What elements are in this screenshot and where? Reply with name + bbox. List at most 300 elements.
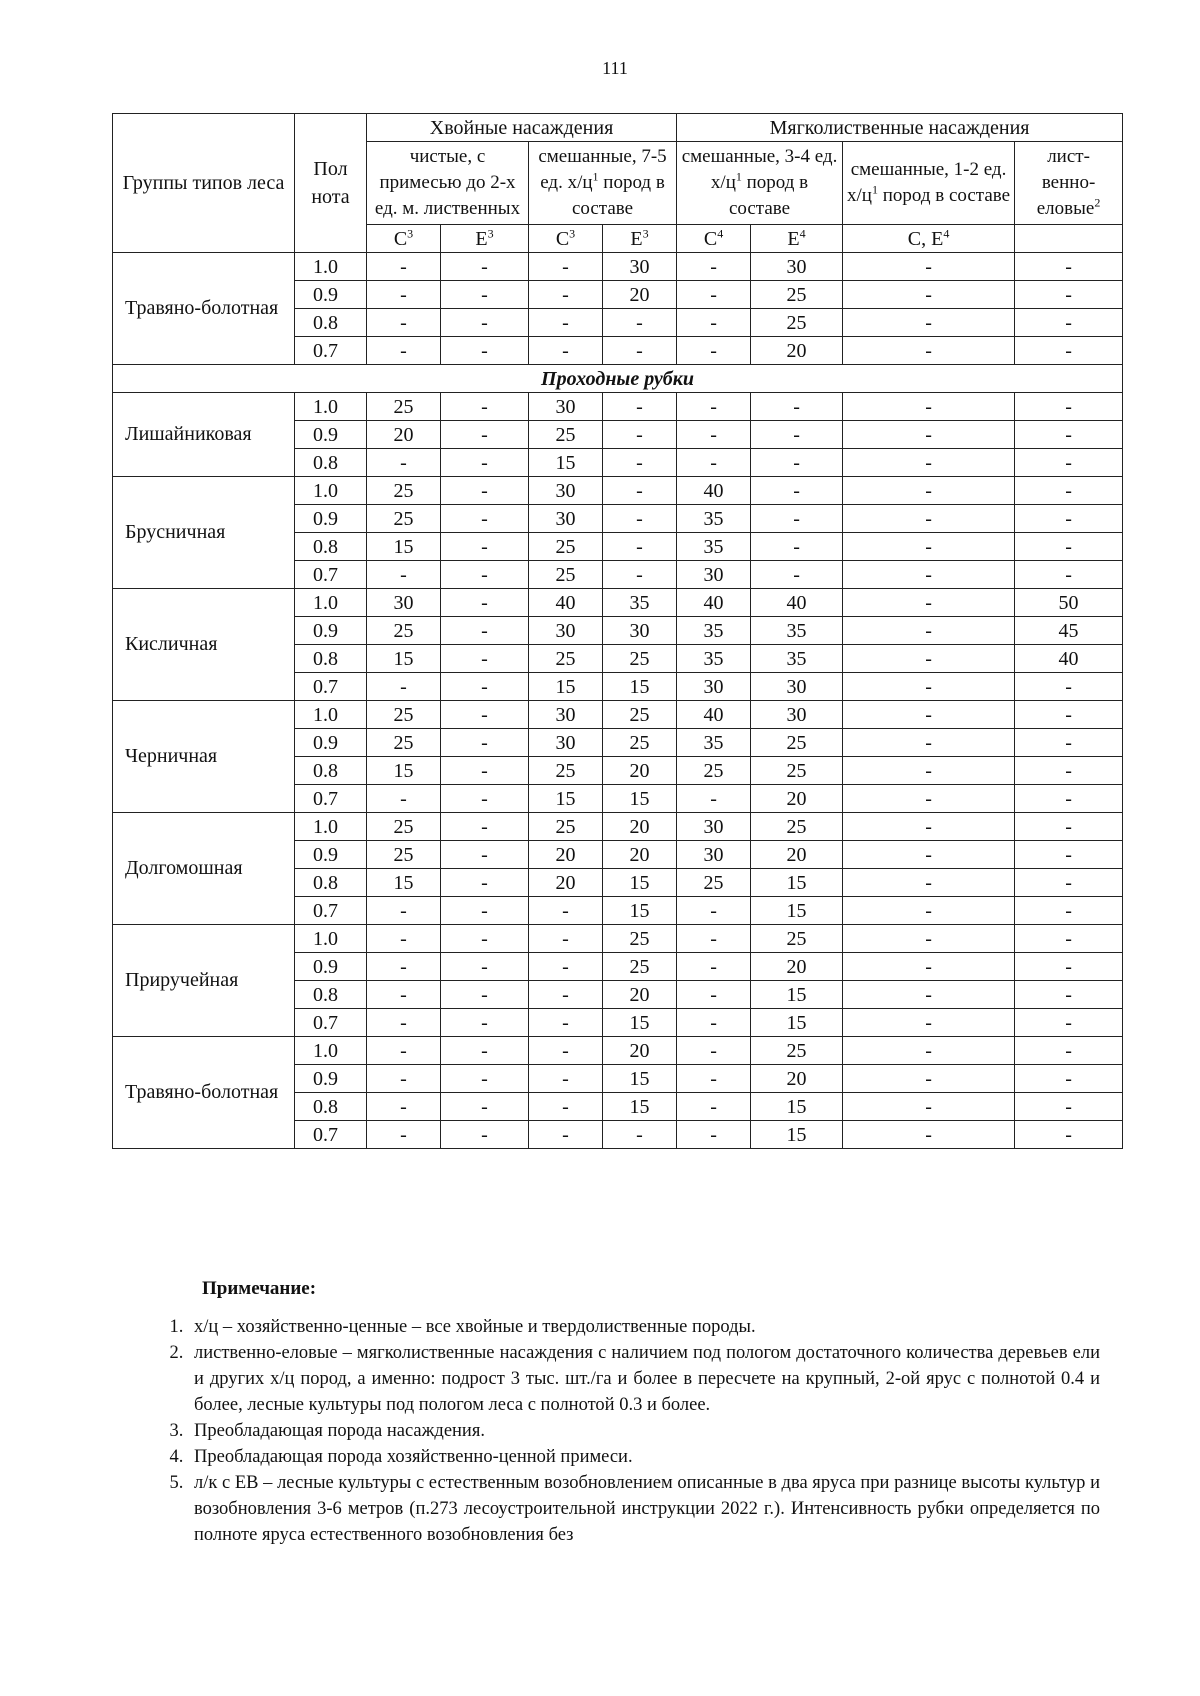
value-cell: - [1015, 813, 1123, 841]
value-cell: 25 [751, 757, 843, 785]
value-cell: - [1015, 1121, 1123, 1149]
value-cell: - [843, 981, 1015, 1009]
value-cell: - [441, 281, 529, 309]
value-cell: - [441, 701, 529, 729]
value-cell: 15 [751, 897, 843, 925]
value-cell: - [751, 477, 843, 505]
value-cell: - [843, 729, 1015, 757]
value-cell: - [367, 925, 441, 953]
value-cell: - [677, 393, 751, 421]
value-cell: - [677, 785, 751, 813]
value-cell: - [441, 673, 529, 701]
forest-group-cell: Приручейная [113, 925, 295, 1037]
value-cell: - [441, 841, 529, 869]
value-cell: - [1015, 393, 1123, 421]
value-cell: 25 [367, 505, 441, 533]
value-cell: 20 [751, 953, 843, 981]
value-cell: - [677, 449, 751, 477]
value-cell: 30 [529, 393, 603, 421]
value-cell: - [677, 1037, 751, 1065]
value-cell: - [441, 1009, 529, 1037]
value-cell: - [367, 1065, 441, 1093]
value-cell: - [367, 561, 441, 589]
value-cell: - [843, 505, 1015, 533]
value-cell: - [677, 953, 751, 981]
value-cell: 25 [751, 281, 843, 309]
value-cell: 15 [529, 673, 603, 701]
value-cell: - [367, 1037, 441, 1065]
value-cell: - [367, 1009, 441, 1037]
value-cell: - [529, 1121, 603, 1149]
polnota-cell: 0.9 [295, 421, 367, 449]
value-cell: 20 [603, 757, 677, 785]
forest-group-cell: Черничная [113, 701, 295, 813]
value-cell: - [751, 561, 843, 589]
table-row [113, 477, 1123, 505]
forest-group-cell: Брусничная [113, 477, 295, 589]
value-cell: - [603, 561, 677, 589]
value-cell: 15 [529, 785, 603, 813]
value-cell: 45 [1015, 617, 1123, 645]
polnota-cell: 0.7 [295, 561, 367, 589]
value-cell: - [367, 253, 441, 281]
value-cell: - [843, 589, 1015, 617]
value-cell: - [843, 841, 1015, 869]
value-cell: - [441, 393, 529, 421]
value-cell: 15 [603, 1065, 677, 1093]
value-cell: - [441, 449, 529, 477]
value-cell: - [1015, 981, 1123, 1009]
value-cell: 15 [603, 869, 677, 897]
value-cell: 25 [603, 701, 677, 729]
value-cell: - [843, 617, 1015, 645]
notes [150, 1278, 1100, 1548]
value-cell: - [441, 421, 529, 449]
value-cell: - [529, 897, 603, 925]
value-cell: 25 [751, 925, 843, 953]
notes-title: Примечание: [202, 1278, 317, 1299]
species-header: $С^4$ [677, 225, 751, 253]
polnota-cell: 0.8 [295, 449, 367, 477]
value-cell: - [1015, 729, 1123, 757]
value-cell: 20 [529, 841, 603, 869]
value-cell: - [441, 1093, 529, 1121]
value-cell: 30 [529, 729, 603, 757]
polnota-cell: 1.0 [295, 925, 367, 953]
value-cell: - [843, 925, 1015, 953]
notes-list [150, 1314, 1100, 1548]
polnota-cell: 0.8 [295, 645, 367, 673]
polnota-cell: 0.8 [295, 1093, 367, 1121]
note-item: 5. л/к с ЕВ – лесные культуры с естественным возобновлением описанные в два яруса при разнице высоты культур и возобновления 3-6 метров (п.273 лесоустроительной инструкции 2022 г.). Интенсивность рубки определяется по полноте яруса естественного возобновления без [188, 1470, 1100, 1548]
value-cell: - [441, 785, 529, 813]
polnota-cell: 0.7 [295, 337, 367, 365]
value-cell: - [677, 337, 751, 365]
value-cell: - [441, 1037, 529, 1065]
value-cell: 35 [677, 729, 751, 757]
value-cell: 20 [603, 813, 677, 841]
value-cell: 40 [677, 589, 751, 617]
value-cell: 20 [603, 841, 677, 869]
value-cell: - [529, 1037, 603, 1065]
polnota-cell: 0.8 [295, 757, 367, 785]
note-item: 3. Преобладающая порода насаждения. [188, 1418, 1100, 1444]
value-cell: - [441, 645, 529, 673]
value-cell: 30 [529, 701, 603, 729]
value-cell: 25 [603, 925, 677, 953]
polnota-cell: 0.7 [295, 897, 367, 925]
value-cell: - [603, 1121, 677, 1149]
header-mixed-1-2: смешанные, 1-2 ед. $х/ц^1$ пород в составе [843, 142, 1015, 225]
value-cell: 15 [751, 981, 843, 1009]
polnota-cell: 1.0 [295, 589, 367, 617]
species-header: $С^3$ [367, 225, 441, 253]
forest-group-cell: Долгомошная [113, 813, 295, 925]
value-cell: 25 [751, 309, 843, 337]
value-cell: - [677, 1009, 751, 1037]
value-cell: - [843, 673, 1015, 701]
value-cell: - [677, 309, 751, 337]
polnota-cell: 1.0 [295, 1037, 367, 1065]
value-cell: - [843, 533, 1015, 561]
table-row [113, 925, 1123, 953]
value-cell: - [843, 561, 1015, 589]
species-header: $Е^4$ [751, 225, 843, 253]
value-cell: - [1015, 953, 1123, 981]
note-item: 1. х/ц – хозяйственно-ценные – все хвойные и твердолиственные породы. [188, 1314, 1100, 1340]
value-cell: - [441, 757, 529, 785]
value-cell: - [843, 449, 1015, 477]
polnota-cell: 0.8 [295, 309, 367, 337]
value-cell: 25 [367, 617, 441, 645]
value-cell: - [1015, 561, 1123, 589]
value-cell: - [441, 897, 529, 925]
value-cell: - [677, 897, 751, 925]
species-header: $Е^3$ [603, 225, 677, 253]
value-cell: 15 [367, 869, 441, 897]
value-cell: - [1015, 337, 1123, 365]
value-cell: - [1015, 841, 1123, 869]
value-cell: - [843, 1065, 1015, 1093]
polnota-cell: 0.9 [295, 953, 367, 981]
species-header: $С^3$ [529, 225, 603, 253]
value-cell: - [367, 1121, 441, 1149]
value-cell: 50 [1015, 589, 1123, 617]
polnota-cell: 0.9 [295, 1065, 367, 1093]
value-cell: - [843, 757, 1015, 785]
value-cell: - [1015, 1009, 1123, 1037]
value-cell: 30 [603, 253, 677, 281]
value-cell: - [1015, 1037, 1123, 1065]
value-cell: - [677, 1093, 751, 1121]
value-cell: 25 [603, 729, 677, 757]
value-cell: 15 [603, 897, 677, 925]
value-cell: 25 [529, 645, 603, 673]
value-cell: 30 [677, 841, 751, 869]
value-cell: - [843, 701, 1015, 729]
value-cell: 30 [751, 253, 843, 281]
value-cell: - [751, 533, 843, 561]
table-header [113, 114, 1123, 253]
value-cell: - [1015, 309, 1123, 337]
polnota-cell: 0.9 [295, 505, 367, 533]
value-cell: - [529, 1065, 603, 1093]
value-cell: 25 [751, 813, 843, 841]
polnota-cell: 1.0 [295, 701, 367, 729]
value-cell: - [843, 337, 1015, 365]
value-cell: - [367, 337, 441, 365]
value-cell: - [367, 981, 441, 1009]
value-cell: 30 [677, 813, 751, 841]
value-cell: - [603, 393, 677, 421]
value-cell: 25 [529, 421, 603, 449]
value-cell: - [843, 1121, 1015, 1149]
forest-group-cell: Лишайниковая [113, 393, 295, 477]
polnota-cell: 0.7 [295, 785, 367, 813]
value-cell: - [603, 337, 677, 365]
value-cell: - [843, 869, 1015, 897]
value-cell: - [367, 673, 441, 701]
value-cell: 25 [529, 757, 603, 785]
value-cell: 15 [751, 1093, 843, 1121]
value-cell: 15 [751, 1009, 843, 1037]
table-row [113, 1037, 1123, 1065]
value-cell: - [529, 309, 603, 337]
value-cell: - [441, 1121, 529, 1149]
value-cell: 15 [751, 1121, 843, 1149]
value-cell: 25 [677, 869, 751, 897]
value-cell: - [603, 533, 677, 561]
value-cell: - [1015, 505, 1123, 533]
value-cell: - [843, 953, 1015, 981]
header-listvenno-elovye: лист- венно- еловые$^2$ [1015, 142, 1123, 225]
value-cell: 35 [751, 617, 843, 645]
polnota-cell: 0.7 [295, 1009, 367, 1037]
value-cell: - [529, 981, 603, 1009]
value-cell: 35 [603, 589, 677, 617]
value-cell: 15 [751, 869, 843, 897]
value-cell: 15 [367, 757, 441, 785]
value-cell: 20 [603, 1037, 677, 1065]
polnota-cell: 0.9 [295, 617, 367, 645]
value-cell: - [1015, 533, 1123, 561]
value-cell: 20 [751, 337, 843, 365]
value-cell: - [441, 925, 529, 953]
value-cell: 20 [751, 785, 843, 813]
value-cell: 35 [677, 645, 751, 673]
value-cell: - [843, 897, 1015, 925]
value-cell: - [441, 505, 529, 533]
value-cell: 20 [529, 869, 603, 897]
value-cell: 25 [603, 645, 677, 673]
header-pure: чистые, с примесью до 2-х ед. м. лиственных [367, 142, 529, 225]
value-cell: 15 [603, 785, 677, 813]
value-cell: 25 [367, 477, 441, 505]
value-cell: - [1015, 1093, 1123, 1121]
value-cell: - [1015, 477, 1123, 505]
value-cell: - [367, 897, 441, 925]
value-cell: 25 [367, 841, 441, 869]
table-row [113, 393, 1123, 421]
value-cell: 30 [751, 701, 843, 729]
section-row [113, 365, 1123, 393]
value-cell: 30 [529, 477, 603, 505]
value-cell: 15 [529, 449, 603, 477]
value-cell: - [441, 589, 529, 617]
value-cell: - [1015, 925, 1123, 953]
value-cell: - [843, 281, 1015, 309]
polnota-cell: 0.8 [295, 981, 367, 1009]
value-cell: - [843, 309, 1015, 337]
value-cell: - [441, 1065, 529, 1093]
value-cell: 25 [751, 729, 843, 757]
value-cell: - [1015, 785, 1123, 813]
value-cell: - [529, 337, 603, 365]
value-cell: - [529, 953, 603, 981]
value-cell: 40 [677, 701, 751, 729]
header-forest-groups: Группы типов леса [113, 114, 295, 253]
forest-group-cell: Травяно-болотная [113, 1037, 295, 1149]
value-cell: 30 [529, 617, 603, 645]
polnota-cell: 0.9 [295, 841, 367, 869]
value-cell: 30 [677, 561, 751, 589]
value-cell: - [677, 925, 751, 953]
value-cell: 20 [603, 281, 677, 309]
value-cell: - [603, 477, 677, 505]
value-cell: - [1015, 701, 1123, 729]
polnota-cell: 0.8 [295, 533, 367, 561]
value-cell: 25 [529, 561, 603, 589]
forest-group-cell: Кисличная [113, 589, 295, 701]
value-cell: 25 [529, 813, 603, 841]
value-cell: 40 [529, 589, 603, 617]
value-cell: - [843, 645, 1015, 673]
value-cell: - [843, 785, 1015, 813]
value-cell: 25 [603, 953, 677, 981]
value-cell: 40 [1015, 645, 1123, 673]
value-cell: - [441, 813, 529, 841]
value-cell: - [603, 505, 677, 533]
table-row [113, 253, 1123, 281]
value-cell: 15 [367, 533, 441, 561]
value-cell: - [367, 309, 441, 337]
table-row [113, 589, 1123, 617]
value-cell: - [677, 1121, 751, 1149]
value-cell: 25 [751, 1037, 843, 1065]
header-polnota: Пол нота [295, 114, 367, 253]
value-cell: - [441, 561, 529, 589]
value-cell: 30 [603, 617, 677, 645]
species-header-empty [1015, 225, 1123, 253]
value-cell: - [1015, 281, 1123, 309]
polnota-cell: 0.9 [295, 281, 367, 309]
value-cell: - [529, 1009, 603, 1037]
value-cell: - [843, 393, 1015, 421]
value-cell: - [441, 729, 529, 757]
note-item: 4. Преобладающая порода хозяйственно-ценной примеси. [188, 1444, 1100, 1470]
table-row [113, 813, 1123, 841]
header-mixed-7-5: смешанные, 7-5 ед. $х/ц^1$ пород в составе [529, 142, 677, 225]
value-cell: - [441, 309, 529, 337]
value-cell: - [367, 785, 441, 813]
value-cell: - [367, 281, 441, 309]
section-title: Проходные рубки [113, 365, 1123, 393]
value-cell: - [843, 1009, 1015, 1037]
polnota-cell: 1.0 [295, 253, 367, 281]
forest-group-cell: Травяно-болотная [113, 253, 295, 365]
value-cell: 20 [751, 841, 843, 869]
value-cell: 35 [677, 505, 751, 533]
value-cell: 15 [367, 645, 441, 673]
value-cell: - [441, 337, 529, 365]
value-cell: - [677, 981, 751, 1009]
table-body [113, 253, 1123, 1149]
value-cell: - [367, 953, 441, 981]
value-cell: - [529, 1093, 603, 1121]
value-cell: - [843, 477, 1015, 505]
value-cell: - [751, 449, 843, 477]
value-cell: - [367, 1093, 441, 1121]
value-cell: - [1015, 1065, 1123, 1093]
value-cell: - [843, 1093, 1015, 1121]
value-cell: 30 [751, 673, 843, 701]
value-cell: 35 [751, 645, 843, 673]
value-cell: - [529, 281, 603, 309]
thinning-intensity-table [112, 113, 1123, 1149]
value-cell: 25 [529, 533, 603, 561]
value-cell: 25 [367, 729, 441, 757]
polnota-cell: 1.0 [295, 477, 367, 505]
value-cell: 30 [529, 505, 603, 533]
value-cell: - [751, 505, 843, 533]
page-number: 111 [602, 58, 628, 78]
header-mixed-3-4: смешанные, 3-4 ед. $х/ц^1$ пород в составе [677, 142, 843, 225]
value-cell: - [367, 449, 441, 477]
value-cell: - [843, 253, 1015, 281]
value-cell: - [441, 953, 529, 981]
header-softwood: Мягколиственные насаждения [677, 114, 1123, 142]
value-cell: - [441, 533, 529, 561]
header-conifer: Хвойные насаждения [367, 114, 677, 142]
value-cell: 30 [677, 673, 751, 701]
value-cell: - [1015, 253, 1123, 281]
value-cell: 30 [367, 589, 441, 617]
species-header: $Е^3$ [441, 225, 529, 253]
polnota-cell: 0.8 [295, 869, 367, 897]
value-cell: - [1015, 421, 1123, 449]
polnota-cell: 1.0 [295, 813, 367, 841]
value-cell: 25 [367, 813, 441, 841]
value-cell: 20 [751, 1065, 843, 1093]
polnota-cell: 1.0 [295, 393, 367, 421]
value-cell: - [677, 253, 751, 281]
value-cell: - [529, 253, 603, 281]
value-cell: 15 [603, 1009, 677, 1037]
value-cell: - [843, 813, 1015, 841]
value-cell: - [441, 981, 529, 1009]
value-cell: - [441, 617, 529, 645]
value-cell: - [751, 393, 843, 421]
value-cell: 25 [367, 701, 441, 729]
value-cell: - [1015, 757, 1123, 785]
value-cell: 15 [603, 673, 677, 701]
value-cell: - [677, 281, 751, 309]
polnota-cell: 0.7 [295, 673, 367, 701]
value-cell: 20 [603, 981, 677, 1009]
polnota-cell: 0.7 [295, 1121, 367, 1149]
value-cell: 35 [677, 617, 751, 645]
value-cell: - [441, 477, 529, 505]
